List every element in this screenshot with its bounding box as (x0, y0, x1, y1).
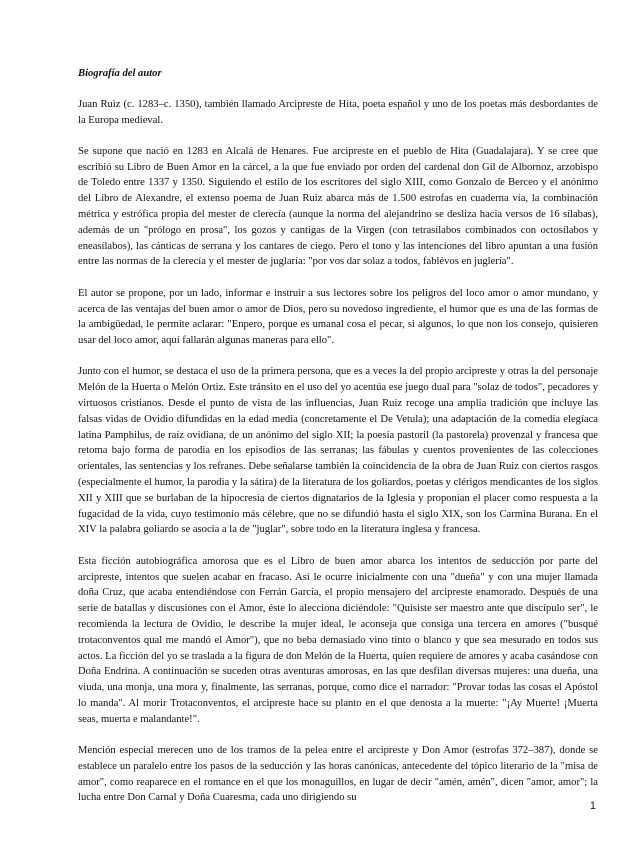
paragraph-birth: Se supone que nació en 1283 en Alcalá de Henares. Fue arcipreste en el pueblo de Hita (Guadalajara). Y se cree que escribió su Libro de Buen Amor en la cárcel, a la que fue enviado por orden del cardenal don Gil de Albornoz, arzobispo de Toledo entre 1337 y 1350. Siguiendo el estilo de los escritores del siglo XIII, como Gonzalo de Berceo y el anónimo del Libro de Alexandre, el extenso poema de Juan Ruiz abarca más de 1.500 estrofas en cuaderna vía, la combinación métrica y estrófica propia del mester de clerecía (aunque la norma del alejandrino se desliza hacia versos de 16 sílabas), además de un "prólogo en prosa", los gozos y cantigas de la Virgen (con tetrasílabos combinados con octosílabos y eneasílabos), las cánticas de serrana y los cantares de ciego. Pero el tono y las intenciones del libro apuntan a una fusión entre las normas de la clerecía y el mester de juglaría: "por vos dar solaz a todos, fablévos en juglería". (78, 145, 598, 268)
document-body (78, 66, 598, 822)
section-heading: Biografía del autor (78, 68, 162, 79)
page-number: 1 (589, 800, 596, 812)
paragraph-purpose: El autor se propone, por un lado, informar e instruir a sus lectores sobre los peligros del loco amor o amor mundano, y acerca de las ventajas del buen amor o amor de Dios, pero su novedoso ingrediente, el humor que es una de las formas de la ambigüedad, le permite aclarar: "Enpero, porque es umanal cosa el pecar, si algunos, lo que non los consejo, quisieren usar del loco amor, aquí fallarán algunas maneras para ello". (78, 287, 598, 347)
paragraph-fiction: Esta ficción autobiográfica amorosa que es el Libro de buen amor abarca los intentos de seducción por parte del arcipreste, intentos que suelen acabar en fracaso. Así le ocurre inicialmente con una "dueña" y con una mujer llamada doña Cruz, que acaba entendiéndose con Ferrán García, el propio mensajero del arcipreste enamorado. Después de una serie de batallas y discusiones con el Amor, éste lo alecciona diciéndole: "Quisiste ser maestro ante que discípulo ser", le recomienda la lectura de Ovidio, le describe la mujer ideal, le aconseja que consiga una tercera en amores ("busqué trotaconventos qual me mandó el Amor"), que no beba demasiado vino tinto o blanco y que sea mesurado en todos sus actos. La ficción del yo se traslada a la figura de don Melón de la Huerta, quien requiere de amores y acaba casándose con Doña Endrina. A continuación se suceden otras aventuras amorosas, en las que desfilan diversas mujeres: una dueña, una viuda, una monja, una mora y, finalmente, las serranas, porque, como dice el narrador: "Provar todas las cosas el Apóstol lo manda". Al morir Trotaconventos, el arcipreste hace su planto en el que denosta a la muerte: "¡Ay Muerte! ¡Muerta seas, muerta e malandante!". (78, 555, 598, 725)
paragraph-intro: Juan Ruiz (c. 1283–c. 1350), también llamado Arcipreste de Hita, poeta español y uno de los poetas más desbordantes de la Europa medieval. (78, 98, 598, 126)
paragraph-mention: Mención especial merecen uno de los tramos de la pelea entre el arcipreste y Don Amor (estrofas 372–387), donde se establece un paralelo entre los pasos de la seducción y las horas canónicas, antecedente del tópico literario de la "misa de amor", como reaparece en el romance en el que los monaguillos, en lugar de decir "amén, amén", dicen "amor, amor"; la lucha entre Don Carnal y Doña Cuaresma, cada uno dirigiendo su (78, 744, 598, 804)
paragraph-humor: Junto con el humor, se destaca el uso de la primera persona, que es a veces la del propio arcipreste y otras la del personaje Melón de la Huerta o Melón Ortiz. Este tránsito en el uso del yo acentúa ese juego dual para "solaz de todos", pecadores y virtuosos cristianos. Desde el punto de vista de las influencias, Juan Ruiz recoge una amplia tradición que incluye las falsas vidas de Ovidio difundidas en la edad media (concretamente el De Vetula); una adaptación de la comedia elegíaca latina Pamphilus, de raíz ovidiana, de un anónimo del siglo XII; la poesía pastoril (la pastorela) provenzal y francesa que retoma bajo forma de parodia en los episodios de las serranas; las fábulas y cuentos provenientes de las colecciones orientales, las sentencias y los refranes. Debe señalarse también la coincidencia de la obra de Juan Ruiz con ciertos rasgos (especialmente el humor, la parodia y la sátira) de la literatura de los goliardos, poetas y clérigos mendicantes de los siglos XII y XIII que se burlaban de la hipocresía de ciertos dignatarios de la Iglesia y proponían el placer como respuesta a la fugacidad de la vida, cuyo testimonio más célebre, que no se difundió hasta el siglo XIX, son los Carmina Burana. En el XIV la palabra goliardo se asocia a la de "juglar", sobre todo en la literatura inglesa y francesa. (78, 366, 598, 536)
